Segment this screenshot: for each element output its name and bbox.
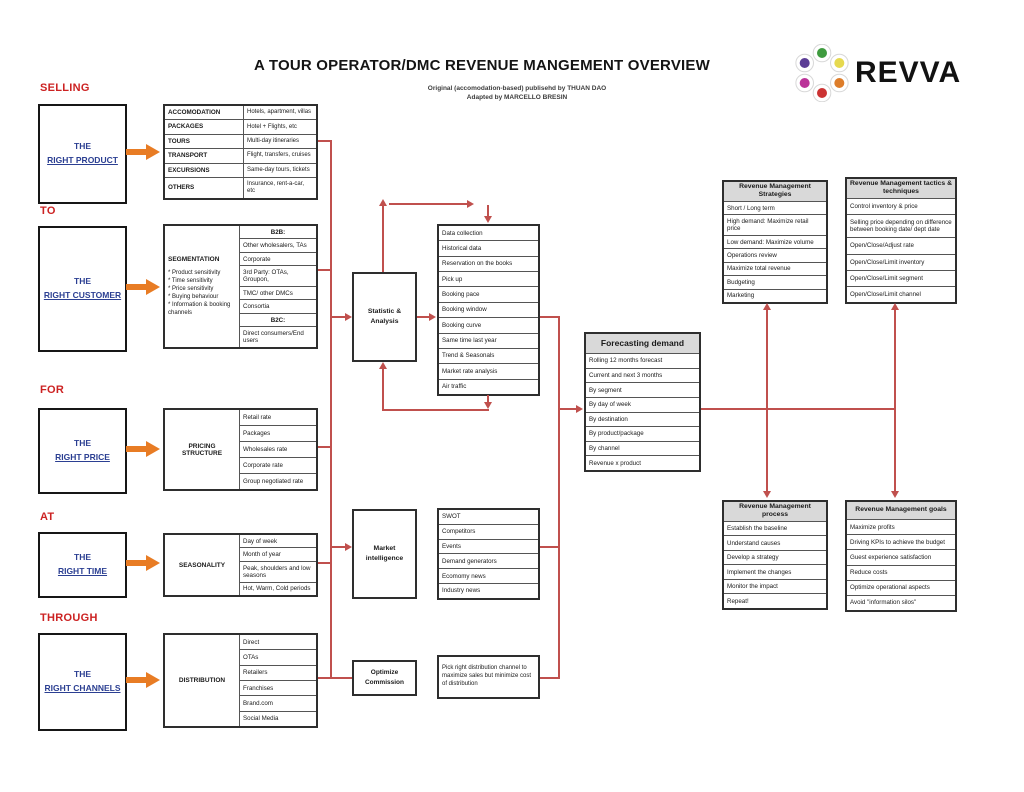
tactics-header: Revenue Management tactics & techniques [847, 179, 955, 199]
product-row: TOURS Multi-day itineraries [165, 135, 316, 149]
section-heading-through: THROUGH [40, 612, 98, 624]
connector-left-trunk [330, 140, 332, 679]
arrowhead-up-into-statistic [379, 362, 387, 369]
pricing-row: Retail rate [240, 410, 316, 426]
process-header: Revenue Management process [724, 502, 826, 522]
market-list-row: Ecomomy news [439, 569, 538, 584]
seasonality-label-cell [165, 535, 240, 595]
distribution-row: OTAs [240, 650, 316, 665]
goals-row: Guest experience satisfaction [847, 550, 955, 565]
strategies-table [722, 180, 828, 304]
market-list-row: Competitors [439, 525, 538, 540]
seasonality-table [163, 533, 318, 597]
orange-arrow-icon [126, 144, 160, 160]
connector-statistic-up [382, 206, 384, 272]
distribution-note-box: Pick right distribution channel to maximize sales but minimize cost of distribution [437, 655, 540, 699]
product-row: OTHERS Insurance, rent-a-car, etc [165, 178, 316, 198]
arrowhead-into-statistic [345, 313, 352, 321]
revva-logo [793, 44, 973, 102]
forecasting-row: By product/package [586, 427, 699, 442]
logo-text: REVVA [855, 56, 962, 89]
strategies-row: Marketing [727, 292, 755, 300]
strategies-header: Revenue Management Strategies [724, 182, 826, 202]
process-row: Understand causes [724, 536, 826, 551]
connector-top-loop [389, 203, 467, 205]
right-product-link-line1[interactable]: THE [74, 141, 91, 152]
optimize-commission-box: Optimize Commission [352, 660, 417, 696]
forecasting-row: Rolling 12 months forecast [586, 354, 699, 369]
right-price-link[interactable]: RIGHT PRICE [55, 452, 110, 462]
orange-arrow-icon [126, 441, 160, 457]
strategies-rows [724, 202, 826, 302]
connector-bottom-riser [382, 369, 384, 410]
pricing-row: Group negotiated rate [243, 477, 304, 485]
goals-row: Optimize operational aspects [847, 581, 955, 596]
segmentation-label-cell [165, 226, 240, 347]
seasonality-row: Day of week [240, 535, 316, 548]
product-row: PACKAGES Hotel + Flights, etc [165, 120, 316, 134]
strategies-row: Budgeting [724, 276, 826, 289]
process-row: Establish the baseline [724, 522, 826, 537]
goals-row: Driving KPIs to achieve the budget [847, 535, 955, 550]
orange-arrow-icon [126, 279, 160, 295]
process-rows [724, 522, 826, 608]
tactics-row: Control inventory & price [847, 199, 955, 215]
data-list-row: Pick up [439, 272, 538, 287]
connector-trunk-to-market [332, 546, 345, 548]
segmentation-label: SEGMENTATION [168, 255, 220, 263]
pricing-row: Packages [240, 426, 316, 442]
connector-trunk2-to-forecast [558, 408, 577, 410]
right-customer-box [38, 226, 127, 352]
data-list-row: Booking window [439, 303, 538, 318]
segmentation-bullets [168, 269, 236, 318]
tactics-row: Open/Close/Limit inventory [847, 255, 955, 271]
segmentation-row: B2B: [240, 226, 316, 239]
arrowhead-down-into-process [763, 491, 771, 498]
connector-bottom-loop [382, 409, 489, 411]
arrowhead-up-into-tactics [891, 303, 899, 310]
goals-row: Reduce costs [847, 566, 955, 581]
segmentation-bullet: * Information & booking channels [168, 302, 231, 317]
pricing-table [163, 408, 318, 491]
statistic-analysis-box: Statistic & Analysis [352, 272, 417, 362]
distribution-table [163, 633, 318, 728]
product-row: ACCOMODATION Hotels, apartment, villas [165, 106, 316, 120]
distribution-row: Franchises [240, 681, 316, 696]
process-row: Repeat! [727, 597, 749, 605]
section-heading-to: TO [40, 205, 56, 217]
seasonality-row: Peak, shoulders and low seasons [240, 562, 316, 583]
product-table [163, 104, 318, 200]
data-list-row: Historical data [439, 241, 538, 256]
segmentation-bullet: * Product sensitivity [168, 269, 221, 276]
seasonality-label: SEASONALITY [178, 561, 226, 569]
data-list-row: Reservation on the books [439, 257, 538, 272]
tactics-row: Open/Close/Adjust rate [847, 238, 955, 254]
connector-segmentation-stub [318, 269, 332, 271]
segmentation-row: Corporate [240, 253, 316, 266]
segmentation-table [163, 224, 318, 349]
distribution-row: Direct [240, 635, 316, 650]
arrowhead-down-into-datalist [484, 216, 492, 223]
connector-product-stub [318, 140, 332, 142]
pricing-label-cell [165, 410, 240, 489]
distribution-row: Brand.com [240, 696, 316, 711]
logo-ring-icon [793, 44, 851, 102]
pricing-rows [240, 410, 316, 489]
right-price-box [38, 408, 127, 494]
process-row: Implement the changes [724, 565, 826, 580]
connector-tactics-goals [894, 310, 896, 492]
pricing-row: Wholesales rate [240, 442, 316, 458]
section-heading-selling: SELLING [40, 82, 90, 94]
page-title: A TOUR OPERATOR/DMC REVENUE MANGEMENT OVERVIEW [254, 57, 710, 74]
market-list-row: Demand generators [439, 554, 538, 569]
right-price-link-line1[interactable]: THE [74, 438, 91, 449]
data-list-row: Data collection [439, 226, 538, 241]
data-list-row: Booking pace [439, 287, 538, 302]
segmentation-bullet: * Buying behaviour [168, 294, 219, 300]
right-customer-link[interactable]: RIGHT CUSTOMER [43, 290, 122, 300]
arrowhead-down-from-datalist [484, 402, 492, 409]
goals-row: Avoid "information silos" [850, 599, 917, 607]
forecasting-demand-header: Forecasting demand [586, 334, 699, 354]
strategies-row: Operations review [724, 249, 826, 262]
process-row: Develop a strategy [724, 551, 826, 566]
goals-header: Revenue Management goals [847, 502, 955, 520]
orange-arrow-icon [126, 555, 160, 571]
tactics-row: Open/Close/Limit channel [850, 290, 921, 298]
right-time-box [38, 532, 127, 598]
right-channels-link[interactable]: RIGHT CHANNELS [44, 683, 121, 693]
arrowhead-into-forecast [576, 405, 583, 413]
strategies-row: Short / Long term [724, 202, 826, 215]
market-list-row: Events [439, 540, 538, 555]
distribution-rows [240, 635, 316, 726]
forecasting-row: Current and next 3 months [586, 369, 699, 384]
seasonality-rows [240, 535, 316, 595]
pricing-row: Corporate rate [240, 458, 316, 474]
forecasting-rows [586, 354, 699, 470]
connector-note-to-trunk2 [540, 677, 560, 679]
goals-table [845, 500, 957, 612]
segmentation-row: TMC/ other DMCs [240, 287, 316, 300]
market-intelligence-list [437, 508, 540, 600]
subtitle [377, 84, 657, 102]
right-product-box [38, 104, 127, 204]
right-time-link[interactable]: RIGHT TIME [57, 566, 108, 576]
distribution-row: Social Media [243, 715, 279, 723]
arrowhead-up [379, 199, 387, 206]
market-list-row: SWOT [439, 510, 538, 525]
connector-statistic-to-datalist [417, 316, 429, 318]
segmentation-rows [240, 226, 316, 347]
data-list-row: Booking curve [439, 318, 538, 333]
connector-forecast-right [701, 408, 895, 410]
subtitle-line2: Adapted by MARCELLO BRESIN [466, 94, 568, 102]
subtitle-line1: Original (accomodation-based) publisehd by THUAN DAO [427, 85, 607, 92]
data-list-row: Air traffic [442, 383, 467, 391]
right-channels-box [38, 633, 127, 731]
right-channels-link-line1[interactable]: THE [74, 669, 91, 680]
connector-trunk-to-statistic [332, 316, 345, 318]
orange-arrow-icon [126, 672, 160, 688]
connector-middle-trunk [558, 316, 560, 679]
pricing-label: PRICING STRUCTURE [181, 442, 223, 457]
forecasting-row: By segment [586, 383, 699, 398]
data-collection-list [437, 224, 540, 396]
segmentation-row: 3rd Party: OTAs, Groupon, [240, 266, 316, 287]
forecasting-row: Revenue x product [589, 459, 641, 467]
forecasting-demand-table [584, 332, 701, 472]
arrowhead-right [467, 200, 474, 208]
tactics-rows [847, 199, 955, 302]
forecasting-row: By destination [586, 413, 699, 428]
right-customer-link-line1[interactable]: THE [74, 276, 91, 287]
right-product-link[interactable]: RIGHT PRODUCT [47, 155, 118, 165]
strategies-row: Maximize total revenue [724, 263, 826, 276]
connector-strategies-process [766, 310, 768, 492]
strategies-row: Low demand: Maximize volume [724, 236, 826, 249]
arrowhead-into-datalist [429, 313, 436, 321]
market-intelligence-box: Market intelligence [352, 509, 417, 599]
data-list-row: Trend & Seasonals [439, 349, 538, 364]
forecasting-row: By channel [586, 442, 699, 457]
product-row: TRANSPORT Flight, transfers, cruises [165, 149, 316, 163]
segmentation-bullet: * Time sensitivity [168, 277, 213, 284]
right-time-link-line1[interactable]: THE [74, 552, 91, 563]
logo-ring [796, 44, 848, 102]
connector-seasonality-stub [318, 562, 332, 564]
connector-marketlist-to-trunk2 [540, 546, 560, 548]
seasonality-row: Month of year [240, 548, 316, 561]
data-list-row: Market rate analysis [439, 364, 538, 379]
product-row: EXCURSIONS Same-day tours, tickets [165, 164, 316, 178]
seasonality-row: Hot, Warm, Cold periods [243, 585, 311, 593]
market-list-row: Industry news [442, 587, 481, 595]
section-heading-for: FOR [40, 384, 65, 396]
segmentation-row: Direct consumers/End users [243, 330, 304, 345]
connector-datalist-to-trunk2 [540, 316, 560, 318]
segmentation-row: Consortia [240, 300, 316, 313]
connector-pricing-stub [318, 446, 332, 448]
connector-distribution-to-optimize [318, 677, 352, 679]
distribution-label: DISTRIBUTION [178, 677, 226, 684]
forecasting-row: By day of week [586, 398, 699, 413]
process-row: Monitor the impact [724, 580, 826, 595]
goals-row: Maximize profits [847, 520, 955, 535]
tactics-row: Open/Close/Limit segment [847, 271, 955, 287]
tactics-table [845, 177, 957, 304]
arrowhead-down-into-goals [891, 491, 899, 498]
distribution-label-cell [165, 635, 240, 726]
strategies-row: High demand: Maximize retail price [724, 215, 826, 236]
segmentation-row: Other wholesalers, TAs [240, 239, 316, 252]
segmentation-row: B2C: [240, 314, 316, 327]
section-heading-at: AT [40, 511, 55, 523]
arrowhead-up-into-strategies [763, 303, 771, 310]
data-list-row: Same time last year [439, 334, 538, 349]
tactics-row: Selling price depending on difference between booking date/ dept date [847, 215, 955, 238]
distribution-row: Retailers [240, 666, 316, 681]
arrowhead-into-market [345, 543, 352, 551]
segmentation-bullet: * Price sensitivity [168, 285, 214, 292]
process-table [722, 500, 828, 610]
goals-rows [847, 520, 955, 610]
